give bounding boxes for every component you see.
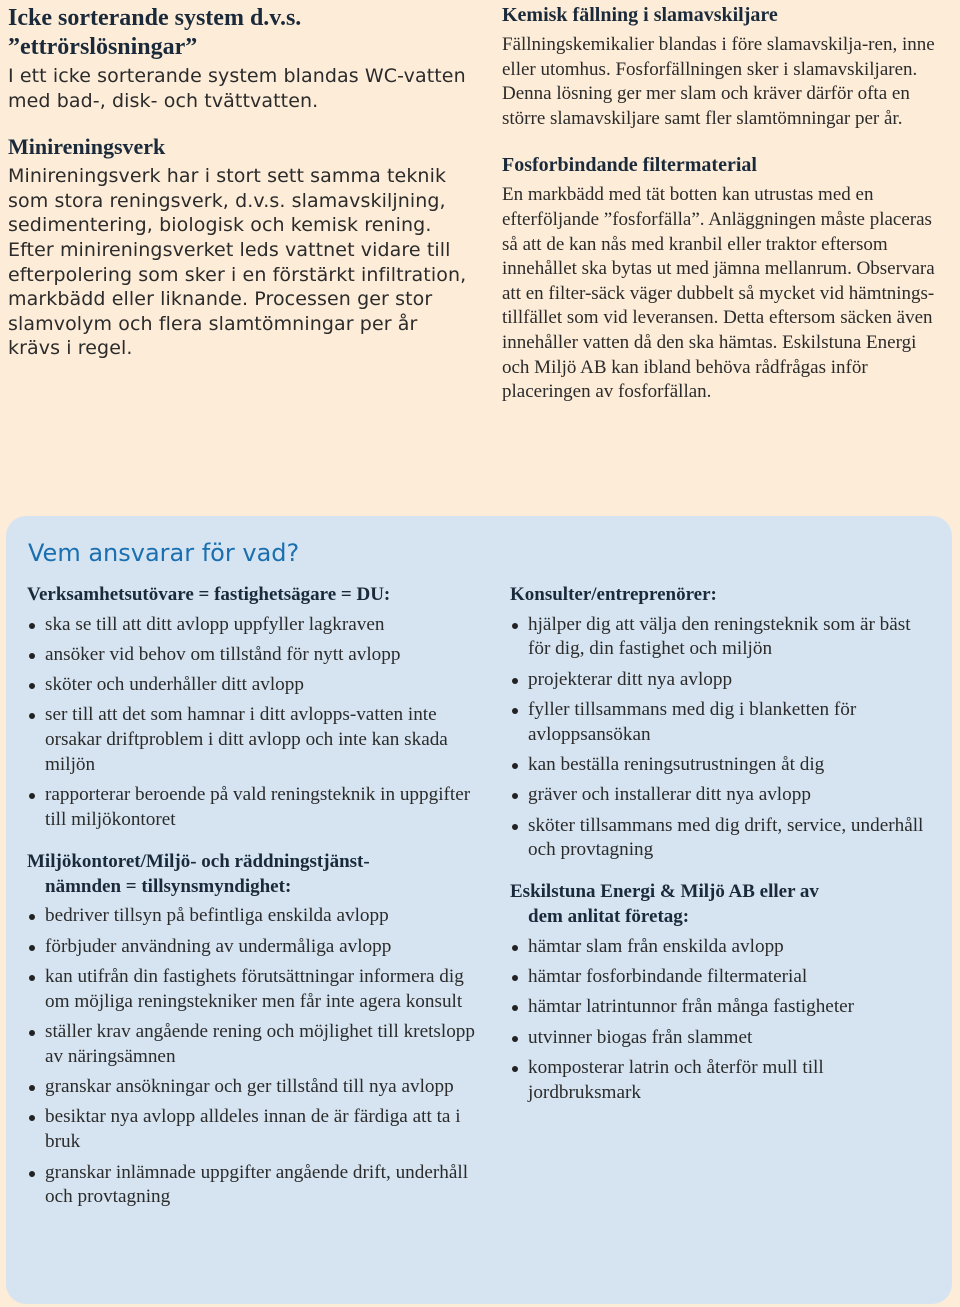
kemisk-fallning-text: Fällningskemikalier blandas i före slamavskilja-ren, inne eller utomhus. Fosforfällningen sker i slamavskiljaren. Denna lösning ger mer slam och kräver därför ofta en större slamavskiljare samt fler slamtömningar per år. bbox=[502, 34, 935, 129]
section-title-icke-sorterande: Icke sorterande system d.v.s. ”ettrörslösningar” bbox=[8, 5, 302, 60]
minireningsverk-text: Minireningsverk har i stort sett samma teknik som stora reningsverk, d.v.s. slamavskiljning, sedimentering, biologisk och kemisk rening. Efter minireningsverket leds vattnet vidare till efterpolering som sker i en förstärkt infiltration, markbädd eller liknande. Processen ger stor slamvolym och flera slamtömningar per år krävs i regel. bbox=[8, 165, 467, 360]
box-left-column bbox=[27, 582, 477, 1210]
box-right-column bbox=[510, 582, 930, 1105]
section-title-minireningsverk: Minireningsverk bbox=[8, 134, 166, 160]
list-item: granskar inlämnade uppgifter angående drift, underhåll och provtagning bbox=[27, 1161, 477, 1211]
list-item: kan beställa reningsutrustningen åt dig bbox=[510, 753, 930, 778]
list-item: hämtar latrintunnor från många fastigheter bbox=[510, 995, 930, 1020]
list-item: hämtar fosforbindande filtermaterial bbox=[510, 965, 930, 990]
list-item: ansöker vid behov om tillstånd för nytt avlopp bbox=[27, 643, 477, 668]
owner-heading: Verksamhetsutövare = fastighetsägare = DU: bbox=[27, 584, 391, 605]
list-item: ser till att det som hamnar i ditt avlopps-vatten inte orsakar driftproblem i ditt avlopp och inte kan skada miljön bbox=[27, 703, 477, 777]
list-item: förbjuder användning av undermåliga avlopp bbox=[27, 935, 477, 960]
list-item: kan utifrån din fastighets förutsättningar informera dig om möjliga reningstekniker men får inte agera konsult bbox=[27, 965, 477, 1015]
fosforbindande-text: En markbädd med tät botten kan utrustas med en efterföljande ”fosforfälla”. Anläggningen måste placeras så att de kan nås med kranbil eller traktor eftersom innehållet ska bytas ut med jämna mellanrum. Observara att en filter-säck väger dubbelt så mycket vid hämtnings-tillfället som vid leveransen. Detta eftersom säcken även innehåller vatten då den ska hämtas. Eskilstuna Energi och Miljö AB kan ibland behöva rådfrågas inför placeringen av fosforfällan. bbox=[502, 184, 935, 403]
list-item: hämtar slam från enskilda avlopp bbox=[510, 935, 930, 960]
right-column bbox=[502, 2, 940, 405]
list-item: komposterar latrin och återför mull till jordbruksmark bbox=[510, 1056, 930, 1106]
list-item: gräver och installerar ditt nya avlopp bbox=[510, 783, 930, 808]
owner-list bbox=[27, 613, 477, 833]
consult-list bbox=[510, 613, 930, 864]
left-column bbox=[8, 4, 468, 361]
list-item: ska se till att ditt avlopp uppfyller lagkraven bbox=[27, 613, 477, 638]
authority-list bbox=[27, 904, 477, 1210]
list-item: granskar ansökningar och ger tillstånd till nya avlopp bbox=[27, 1075, 477, 1100]
list-item: sköter och underhåller ditt avlopp bbox=[27, 673, 477, 698]
section-title-fosforbindande: Fosforbindande filtermaterial bbox=[502, 154, 757, 177]
list-item: besiktar nya avlopp alldeles innan de är färdiga att ta i bruk bbox=[27, 1105, 477, 1155]
authority-heading: Miljökontoret/Miljö- och räddningstjänst- nämnden = tillsynsmyndighet: bbox=[27, 850, 370, 897]
responsibility-box bbox=[6, 516, 952, 1304]
list-item: bedriver tillsyn på befintliga enskilda avlopp bbox=[27, 904, 477, 929]
list-item: hjälper dig att välja den reningsteknik som är bäst för dig, din fastighet och miljön bbox=[510, 613, 930, 663]
intro-text: I ett icke sorterande system blandas WC-vatten med bad-, disk- och tvättvatten. bbox=[8, 65, 466, 112]
list-item: utvinner biogas från slammet bbox=[510, 1026, 930, 1051]
box-title: Vem ansvarar för vad? bbox=[28, 539, 300, 567]
list-item: sköter tillsammans med dig drift, service, underhåll och provtagning bbox=[510, 814, 930, 864]
list-item: fyller tillsammans med dig i blanketten för avloppsansökan bbox=[510, 698, 930, 748]
list-item: ställer krav angående rening och möjlighet till kretslopp av näringsämnen bbox=[27, 1020, 477, 1070]
list-item: projekterar ditt nya avlopp bbox=[510, 668, 930, 693]
section-title-kemisk-fallning: Kemisk fällning i slamavskiljare bbox=[502, 4, 778, 26]
list-item: rapporterar beroende på vald reningsteknik in uppgifter till miljökontoret bbox=[27, 783, 477, 833]
consult-heading: Konsulter/entreprenörer: bbox=[510, 584, 717, 605]
eem-heading: Eskilstuna Energi & Miljö AB eller av dem anlitat företag: bbox=[510, 881, 819, 928]
eem-list bbox=[510, 935, 930, 1106]
